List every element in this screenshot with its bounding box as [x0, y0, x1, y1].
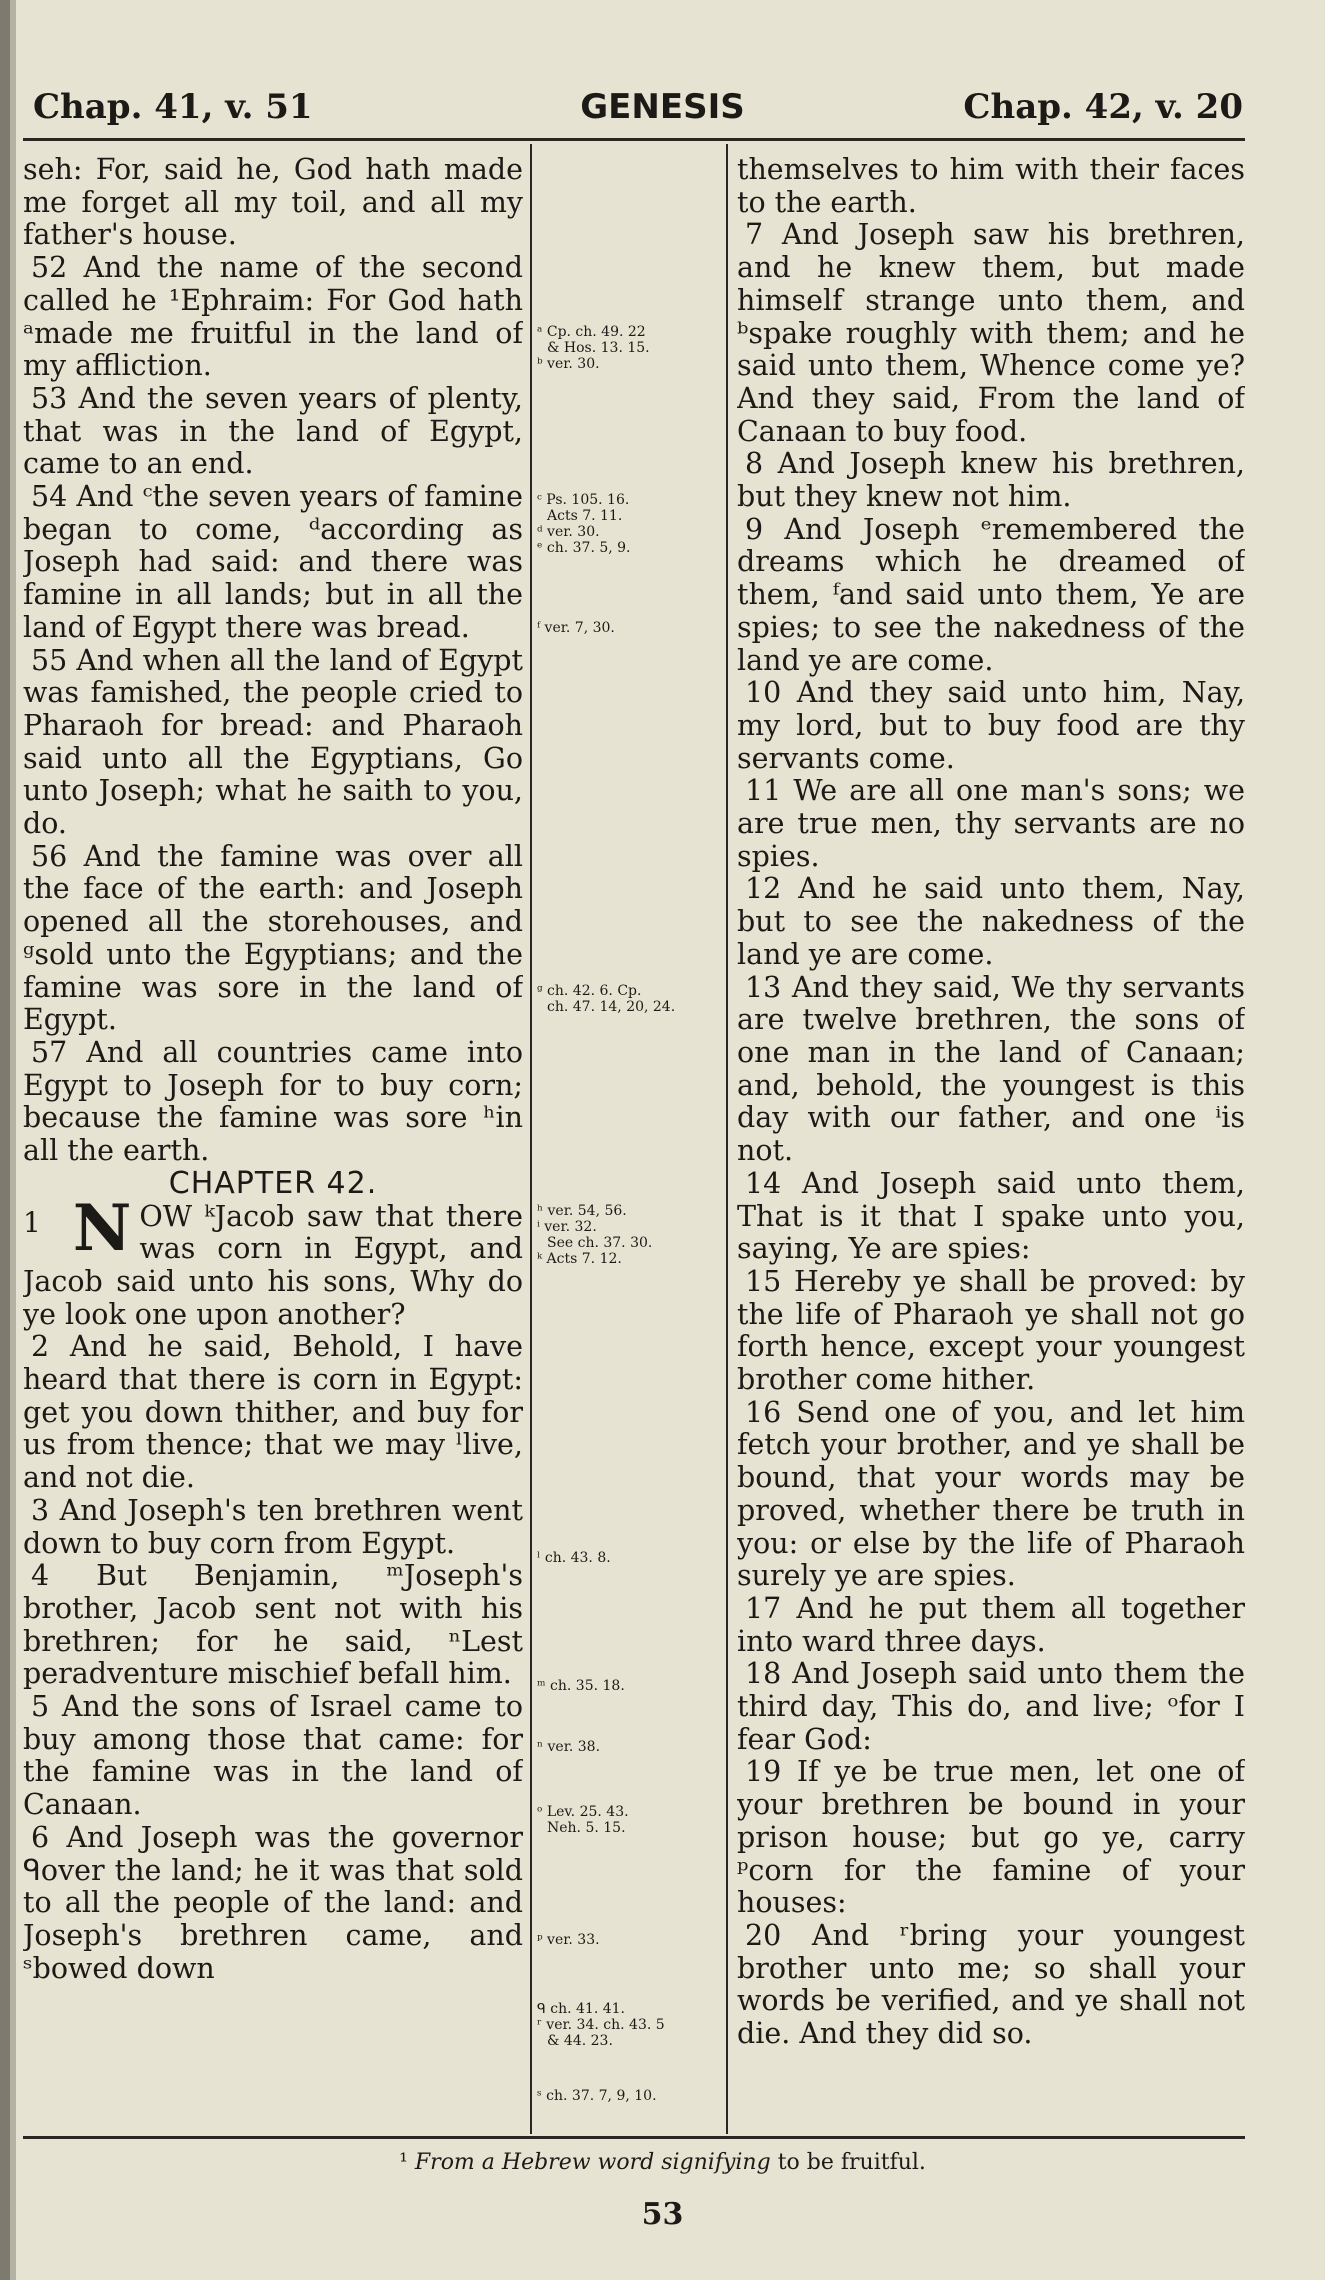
page-binding-shadow [10, 0, 16, 2280]
page-number: 53 [641, 2197, 684, 2232]
verse: 5 And the sons of Israel came to buy among those that came: for the famine was in the land of Canaan. [23, 1690, 523, 1822]
cross-ref: ᵖ ver. 33. [537, 1932, 600, 1948]
verse: 57 And all countries came into Egypt to Joseph for to buy corn; because the famine was sore ʰin all the earth. [23, 1035, 523, 1168]
verse: seh: For, said he, God hath made me forget all my toil, and all my father's house. [23, 154, 523, 252]
cross-ref: ᵍ ch. 42. 6. Cp. ch. 47. 14, 20, 24. [537, 983, 676, 1015]
verse: 19 If ye be true men, let one of your brethren be bound in your prison house; but go ye, carry ᵖcorn for the famine of your houses: [737, 1755, 1245, 1920]
verse: 17 And he put them all together into ward three days. [737, 1591, 1245, 1658]
footnote-italic: From a Hebrew word signifying [414, 2150, 771, 2175]
cross-ref: ᶠ ver. 7, 30. [537, 620, 615, 636]
verse: 20 And ʳbring your youngest brother unto me; so shall your words be verified, and ye shall not die. And they did so. [737, 1918, 1245, 2051]
verse: 55 And when all the land of Egypt was famished, the people cried to Pharaoh for bread: and Pharaoh said unto all the Egyptians, Go unto Joseph; what he saith to you, do. [23, 643, 523, 841]
verse: 10 And they said unto him, Nay, my lord, but to buy food are thy servants come. [737, 676, 1245, 775]
column-divider-left [530, 144, 532, 2134]
verse: 9 And Joseph ᵉremembered the dreams which he dreamed of them, ᶠand said unto them, Ye are spies; to see the nakedness of the land ye are come. [737, 512, 1245, 677]
right-text-column [737, 154, 1245, 2144]
running-header-title: GENESIS [580, 87, 745, 127]
verse: 2 And he said, Behold, I have heard that there is corn in Egypt: get you down thither, and buy for us from thence; that we may ˡlive, and not die. [23, 1330, 523, 1495]
cross-ref: ᵃ Cp. ch. 49. 22 & Hos. 13. 15. ᵇ ver. 30. [537, 324, 650, 372]
drop-cap: N [72, 1190, 132, 1266]
running-header-left: Chap. 41, v. 51 [33, 87, 313, 127]
verse: themselves to him with their faces to the earth. [737, 154, 1245, 219]
verse-number: 1 [23, 1205, 41, 1239]
verse: 56 And the famine was over all the face of the earth: and Joseph opened all the storehouses, and ᵍsold unto the Egyptians; and the famine was sore in the land of Egypt. [23, 839, 523, 1037]
verse: 14 And Joseph said unto them, That is it that I spake unto you, saying, Ye are spies: [737, 1166, 1245, 1266]
verse: 6 And Joseph was the governor ᑫover the land; he it was that sold to all the people of the land: and Joseph's brethren came, and ˢbowed down [23, 1820, 523, 1985]
footnote-mark: ¹ [399, 2150, 408, 2175]
column-divider-right [726, 144, 728, 2134]
page-binding-edge [0, 0, 10, 2280]
verse: 7 And Joseph saw his brethren, and he knew them, but made himself strange unto them, and ᵇspake roughly with them; and he said unto them, Whence come ye? And they said, From the land of Canaan to buy food. [737, 218, 1245, 448]
verse: 18 And Joseph said unto them the third day, This do, and live; ᵒfor I fear God: [737, 1657, 1245, 1756]
verse: 54 And ᶜthe seven years of famine began to come, ᵈaccording as Joseph had said: and there was famine in all lands; but in all the land of Egypt there was bread. [23, 480, 523, 644]
verse-text: OW ᵏJacob saw that there was corn in Egypt, and Jacob said unto his sons, Why do ye look one upon another? [23, 1199, 523, 1331]
header-rule [23, 138, 1245, 141]
running-header-right: Chap. 42, v. 20 [963, 87, 1243, 127]
verse: 8 And Joseph knew his brethren, but they knew not him. [737, 447, 1245, 514]
cross-ref: ᑫ ch. 41. 41. ʳ ver. 34. ch. 43. 5 & 44. 23. [537, 2001, 665, 2049]
cross-ref: ˢ ch. 37. 7, 9, 10. [537, 2088, 657, 2104]
chapter-opening-verse [23, 1190, 523, 1332]
footnote [0, 2150, 1325, 2175]
verse: 53 And the seven years of plenty, that was in the land of Egypt, came to an end. [23, 381, 523, 481]
verse: 3 And Joseph's ten brethren went down to buy corn from Egypt. [23, 1493, 523, 1560]
footnote-text: to be fruitful. [777, 2150, 926, 2175]
left-text-column [23, 154, 523, 2144]
cross-ref: ᵐ ch. 35. 18. [537, 1678, 625, 1694]
chapter-heading: CHAPTER 42. [168, 1165, 378, 1201]
cross-ref: ⁿ ver. 38. [537, 1739, 601, 1755]
verse: 16 Send one of you, and let him fetch your brother, and ye shall be bound, that your words may be proved, whether there be truth in you: or else by the life of Pharaoh surely ye are spies. [737, 1395, 1245, 1593]
cross-ref: ᶜ Ps. 105. 16. Acts 7. 11. ᵈ ver. 30. ᵉ ch. 37. 5, 9. [537, 492, 631, 556]
cross-reference-column [537, 154, 717, 2144]
verse: 15 Hereby ye shall be proved: by the life of Pharaoh ye shall not go forth hence, except your youngest brother come hither. [737, 1264, 1245, 1397]
cross-ref: ᵒ Lev. 25. 43. Neh. 5. 15. [537, 1804, 629, 1836]
verse: 11 We are all one man's sons; we are true men, thy servants are no spies. [737, 774, 1245, 873]
verse: 4 But Benjamin, ᵐJoseph's brother, Jacob sent not with his brethren; for he said, ⁿLest peradventure mischief befall him. [23, 1559, 523, 1691]
cross-ref: ˡ ch. 43. 8. [537, 1550, 611, 1566]
verse: 12 And he said unto them, Nay, but to see the nakedness of the land ye are come. [737, 872, 1245, 971]
verse: 13 And they said, We thy servants are twelve brethren, the sons of one man in the land of Canaan; and, behold, the youngest is this day with our father, and one ⁱis not. [737, 970, 1245, 1168]
cross-ref: ʰ ver. 54, 56. ⁱ ver. 32. See ch. 37. 30. ᵏ Acts 7. 12. [537, 1203, 653, 1267]
verse: 52 And the name of the second called he ¹Ephraim: For God hath ᵃmade me fruitful in the land of my affliction. [23, 251, 523, 383]
